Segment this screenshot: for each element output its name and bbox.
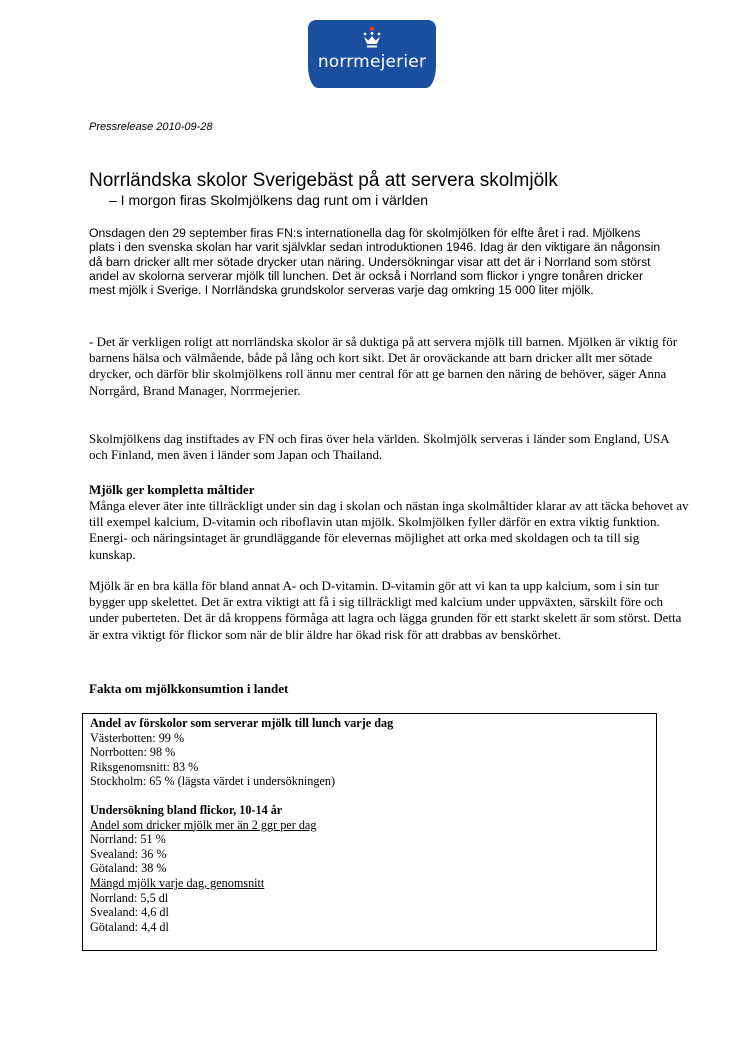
preschool-heading: Andel av förskolor som serverar mjölk till lunch varje dag xyxy=(90,716,394,730)
lead-paragraph: Onsdagen den 29 september firas FN:s internationella dag för skolmjölken för elfte året i rad. Mjölkens plats i den svenska skolan har varit självklar sedan introduktionen 1946. Idag är den viktigare än någonsin då barn dricker allt mer sötade drycker utan näring. Undersökningar visar att det är i Norrland som störst andel av skolorna serverar mjölk till lunchen. Det är också i Norrland som flickor i yngre tonåren dricker mest mjölk i Sverige. I Norrländska grundskolor serveras varje dag omkring 15 000 liter mjölk. xyxy=(89,226,661,298)
fact-row: Västerbotten: 99 % xyxy=(90,730,185,745)
share-subheading: Andel som dricker mjölk mer än 2 ggr per dag xyxy=(90,817,317,832)
facts-heading: Fakta om mjölkkonsumtion i landet xyxy=(89,681,289,696)
fact-row: Götaland: 4,4 dl xyxy=(90,919,169,934)
fact-row: Svealand: 36 % xyxy=(90,846,167,861)
article-subtitle: – I morgon firas Skolmjölkens dag runt om i världen xyxy=(109,192,429,208)
logo-wordmark: norrmejerier xyxy=(317,52,427,72)
section-heading: Mjölk ger kompletta måltider xyxy=(89,482,255,497)
spacer xyxy=(90,789,656,803)
amount-subheading: Mängd mjölk varje dag, genomsnitt xyxy=(90,875,265,890)
press-release-date: Pressrelease 2010-09-28 xyxy=(89,121,213,133)
quote-paragraph: - Det är verkligen roligt att norrländska skolor är så duktiga på att servera mjölk till barnen. Mjölken är viktig för barnens hälsa och välmående, både på lång och kort sikt. Det är oroväckande att barn dricker allt mer sötade drycker, och därför blir skolmjölkens roll ännu mer central för att ge barnen den näring de behöver, säger Anna Norrgård, Brand Manager, Norrmejerier. xyxy=(89,334,678,398)
fact-row: Stockholm: 65 % (lägsta värdet i undersökningen) xyxy=(90,774,336,789)
fact-row: Norrland: 51 % xyxy=(90,832,166,847)
fact-row: Svealand: 4,6 dl xyxy=(90,905,169,920)
fact-row: Riksgenomsnitt: 83 % xyxy=(90,759,199,774)
girls-survey-heading: Undersökning bland flickor, 10-14 år xyxy=(90,802,283,817)
fact-row: Norrland: 5,5 dl xyxy=(90,890,169,905)
paragraph-school-milk-day: Skolmjölkens dag instiftades av FN och firas över hela världen. Skolmjölk serveras i länder som England, USA och Finland, men även i länder som Japan och Thailand. xyxy=(89,431,669,463)
paragraph-vitamins: Mjölk är en bra källa för bland annat A- och D-vitamin. D-vitamin gör att vi kan ta upp kalcium, som i sin tur bygger upp skelettet. Det är extra viktigt att få i sig tillräckligt med kalcium under uppväxten, särskilt före och under puberteten. Det är då kroppens förmåga att lagra och lägga grunden för ett starkt skelett är som störst. Detta är extra viktigt för flickor som när de blir äldre har ökad risk för att drabbas av benskörhet. xyxy=(89,578,682,642)
article-title: Norrländska skolor Sverigebäst på att servera skolmjölk xyxy=(89,170,558,191)
paragraph-complete-meals: Många elever äter inte tillräckligt under sin dag i skolan och nästan inga skolmåltider klarar av att täcka behovet av till exempel kalcium, D-vitamin och riboflavin utan mjölk. Skolmjölken fyller därför en extra viktig funktion. Energi- och näringsintaget är grundläggande för elevernas möjlighet att orka med skoldagen och ta till sig kunskap. xyxy=(89,498,689,562)
facts-box xyxy=(82,713,657,951)
fact-row: Norrbotten: 98 % xyxy=(90,745,176,760)
crown-icon xyxy=(360,26,384,50)
fact-row: Götaland: 38 % xyxy=(90,861,167,876)
norrmejerier-logo xyxy=(308,20,436,88)
